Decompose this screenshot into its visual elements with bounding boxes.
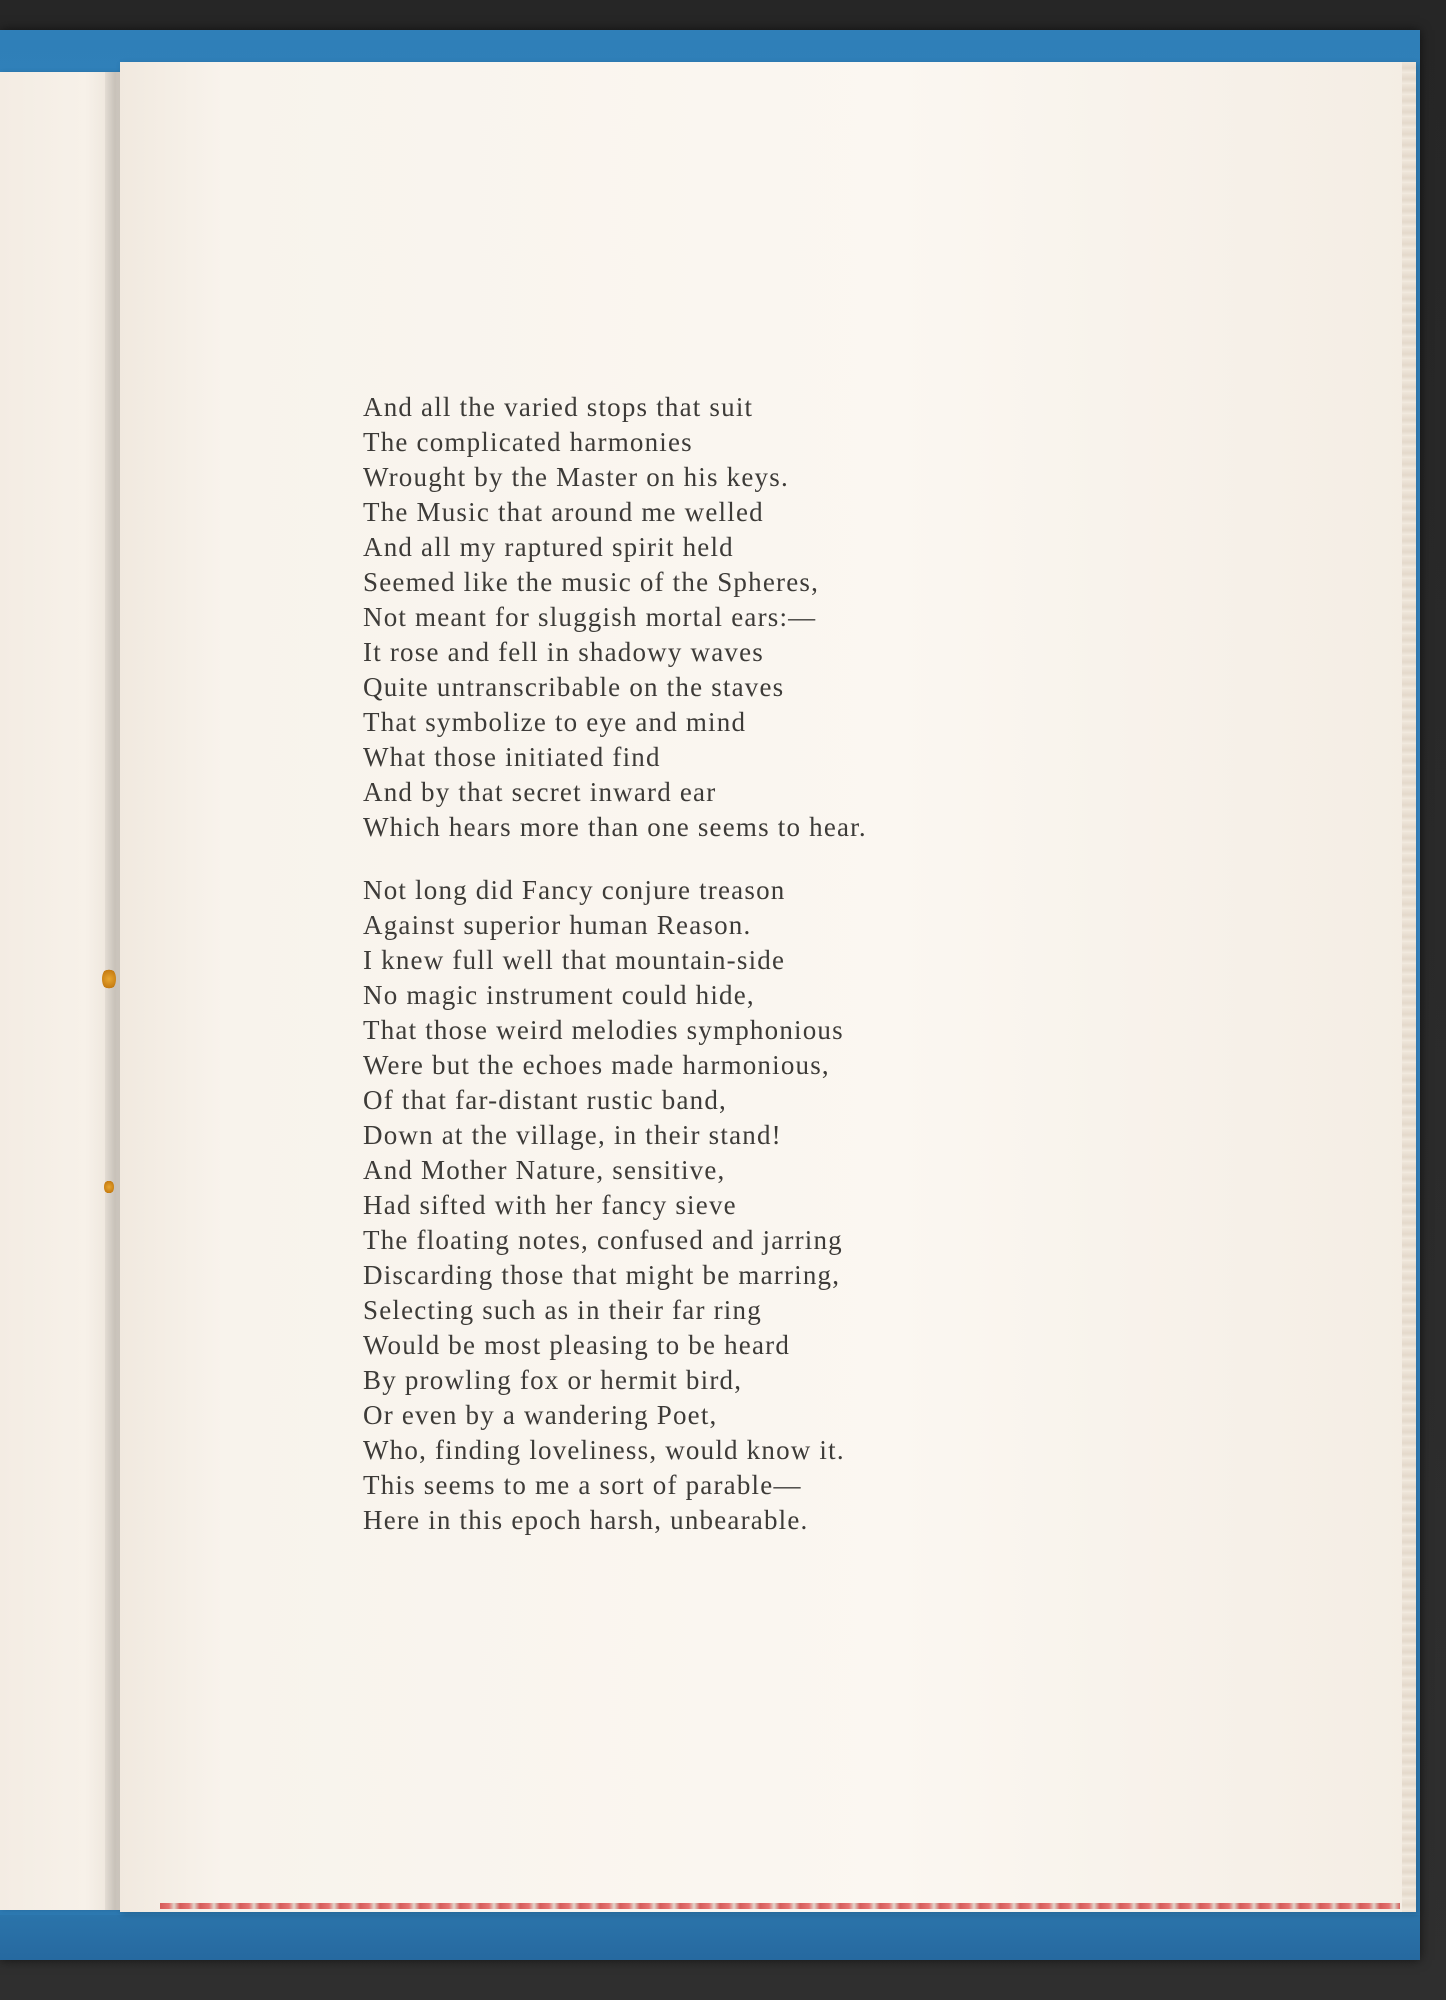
poem-line: Who, finding loveliness, would know it. [363, 1435, 845, 1465]
poem-line: Which hears more than one seems to hear. [363, 812, 867, 842]
poem-line: It rose and fell in shadowy waves [363, 637, 765, 667]
poem-line: Selecting such as in their far ring [363, 1295, 762, 1325]
poem-line: Down at the village, in their stand! [363, 1120, 782, 1150]
poem-line: That those weird melodies symphonious [363, 1015, 844, 1045]
poem-line: Had sifted with her fancy sieve [363, 1190, 737, 1220]
poem-line: Or even by a wandering Poet, [363, 1400, 718, 1430]
poem-line: Would be most pleasing to be heard [363, 1330, 791, 1360]
binding-thread-knot [104, 1180, 114, 1194]
binding-thread-knot [102, 968, 116, 990]
poem-line: And Mother Nature, sensitive, [363, 1155, 726, 1185]
poem-line: Quite untranscribable on the staves [363, 672, 785, 702]
cover-bottom-edge [0, 1915, 1420, 1960]
poem-line: The floating notes, confused and jarring [363, 1225, 843, 1255]
poem-line: By prowling fox or hermit bird, [363, 1365, 743, 1395]
poem-line: Not long did Fancy conjure treason [363, 875, 786, 905]
poem-line: And all the varied stops that suit [363, 392, 754, 422]
red-page-edge [160, 1903, 1400, 1909]
poem-line: Wrought by the Master on his keys. [363, 462, 789, 492]
poem-line: This seems to me a sort of parable— [363, 1470, 802, 1500]
poem-line: Not meant for sluggish mortal ears:— [363, 602, 817, 632]
poem-line: And by that secret inward ear [363, 777, 717, 807]
poem-line: The complicated harmonies [363, 427, 693, 457]
poem-line: Of that far-distant rustic band, [363, 1085, 728, 1115]
poem-line: I knew full well that mountain-side [363, 945, 786, 975]
poem-line: Seemed like the music of the Spheres, [363, 567, 820, 597]
deckled-edge [1402, 62, 1416, 1912]
poem-line: Discarding those that might be marring, [363, 1260, 841, 1290]
poem-line: Against superior human Reason. [363, 910, 752, 940]
poem-text [363, 390, 1023, 1538]
poem-line: The Music that around me welled [363, 497, 764, 527]
stanza-2 [363, 873, 1023, 1538]
poem-line: And all my raptured spirit held [363, 532, 734, 562]
poem-line: Here in this epoch harsh, unbearable. [363, 1505, 809, 1535]
stanza-1 [363, 390, 1023, 845]
poem-line: Were but the echoes made harmonious, [363, 1050, 830, 1080]
poem-line: No magic instrument could hide, [363, 980, 755, 1010]
left-page [0, 72, 122, 1910]
poem-line: What those initiated find [363, 742, 661, 772]
poem-line: That symbolize to eye and mind [363, 707, 747, 737]
